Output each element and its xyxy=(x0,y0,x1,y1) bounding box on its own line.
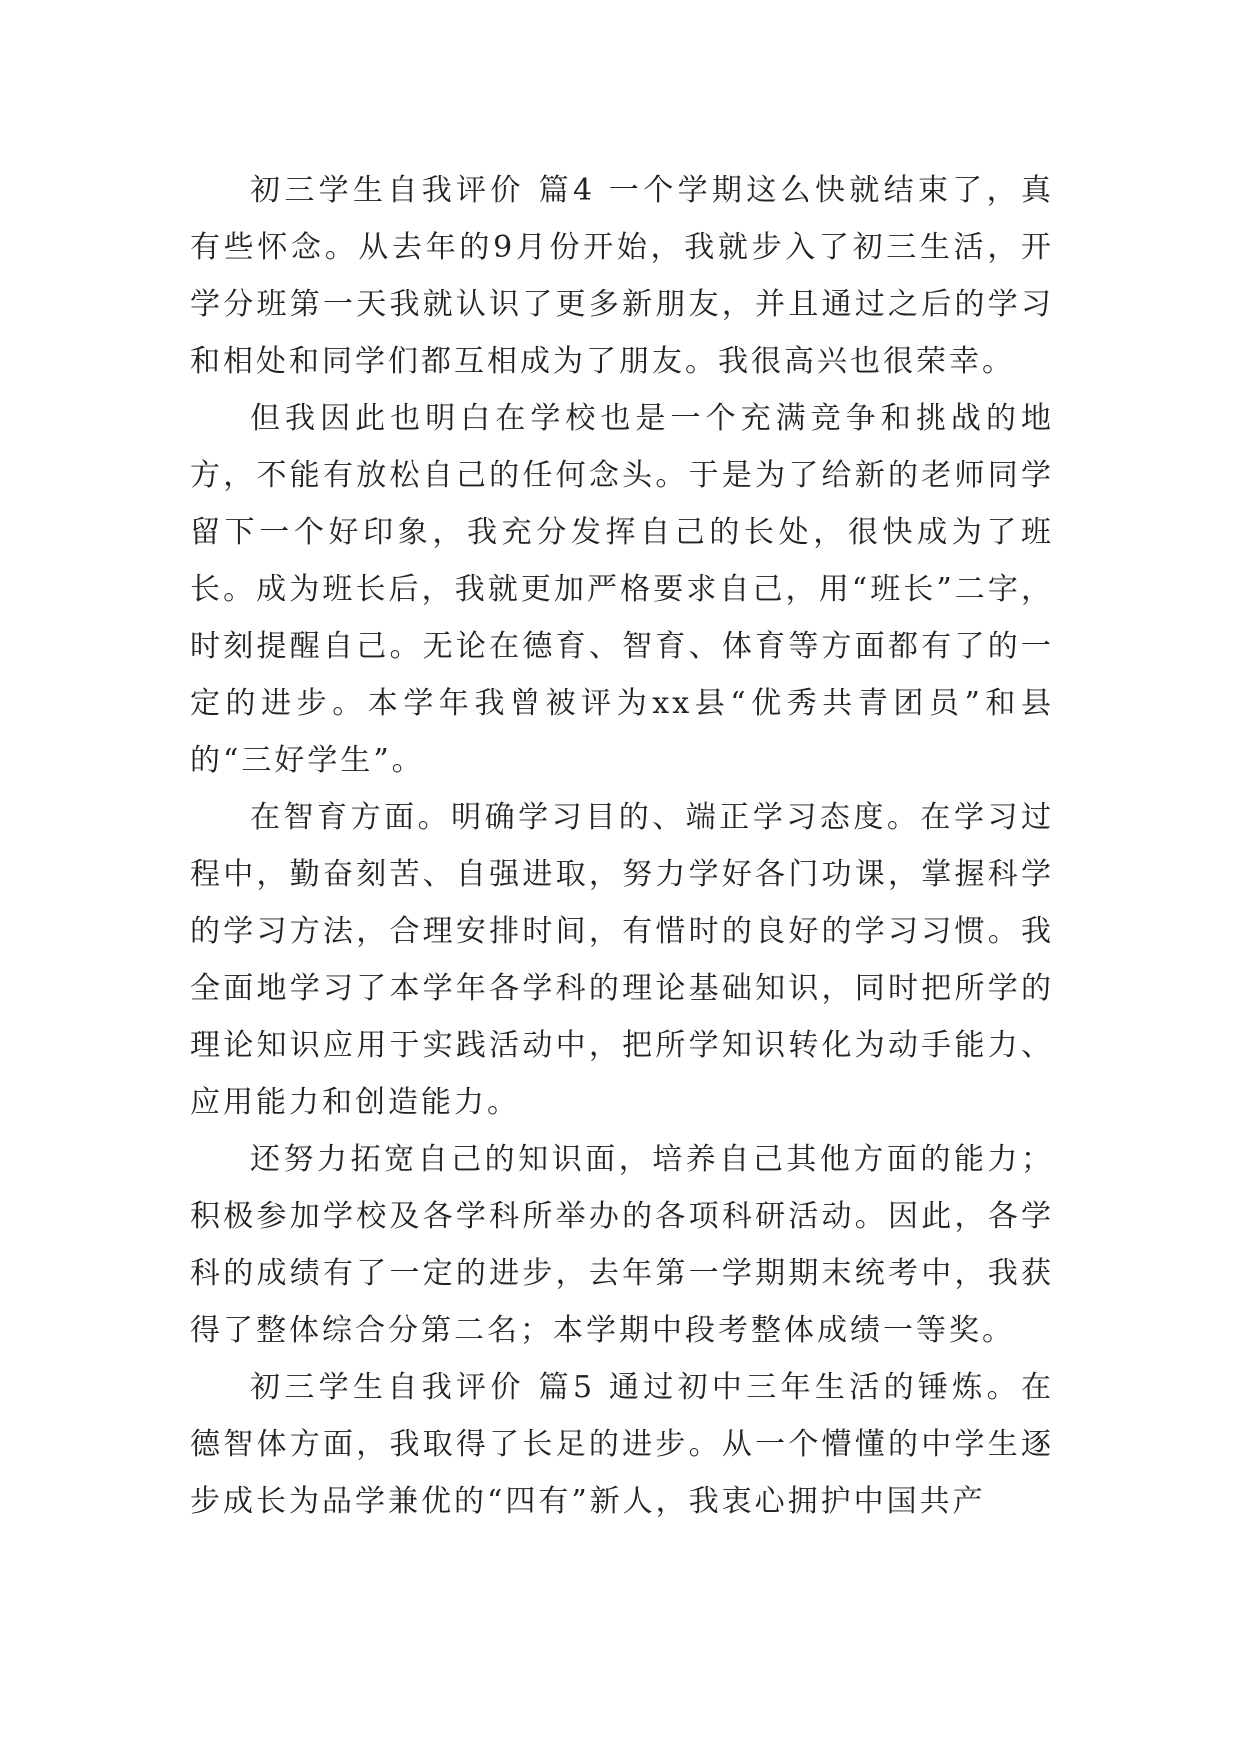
paragraph-3: 在智育方面。明确学习目的、端正学习态度。在学习过程中，勤奋刻苦、自强进取，努力学好各门功课，掌握科学的学习方法，合理安排时间，有惜时的良好的学习习惯。我全面地学习了本学年各学科的理论基础知识，同时把所学的理论知识应用于实践活动中，把所学知识转化为动手能力、应用能力和创造能力。 xyxy=(190,800,1054,1120)
paragraph-4: 还努力拓宽自己的知识面，培养自己其他方面的能力；积极参加学校及各学科所举办的各项科研活动。因此，各学科的成绩有了一定的进步，去年第一学期期末统考中，我获得了整体综合分第二名；本学期中段考整体成绩一等奖。 xyxy=(190,1142,1054,1348)
paragraph-1: 初三学生自我评价 篇4 一个学期这么快就结束了，真有些怀念。从去年的9月份开始，我就步入了初三生活，开学分班第一天我就认识了更多新朋友，并且通过之后的学习和相处和同学们都互相成为了朋友。我很高兴也很荣幸。 xyxy=(190,173,1054,379)
document-body xyxy=(190,162,1054,1530)
paragraph-2: 但我因此也明白在学校也是一个充满竞争和挑战的地方，不能有放松自己的任何念头。于是为了给新的老师同学留下一个好印象，我充分发挥自己的长处，很快成为了班长。成为班长后，我就更加严格要求自己，用“班长”二字，时刻提醒自己。无论在德育、智育、体育等方面都有了的一定的进步。本学年我曾被评为xx县“优秀共青团员”和县的“三好学生”。 xyxy=(190,401,1054,778)
paragraph-5: 初三学生自我评价 篇5 通过初中三年生活的锤炼。在德智体方面，我取得了长足的进步。从一个懵懂的中学生逐步成长为品学兼优的“四有”新人，我衷心拥护中国共产 xyxy=(190,1370,1054,1519)
